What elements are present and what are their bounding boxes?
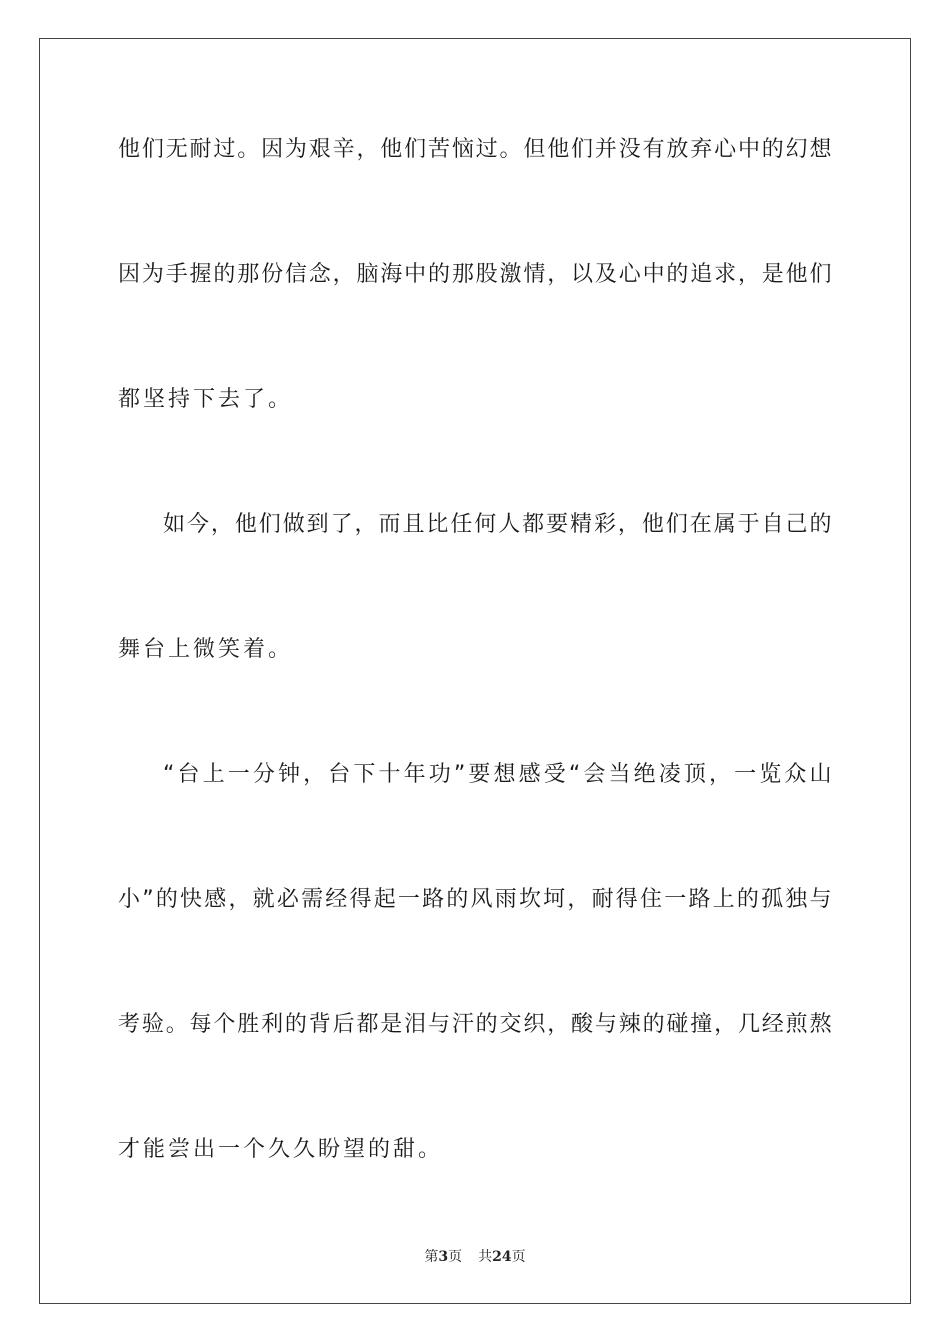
text-line-7: 小”的快感，就必需经得起一路的风雨坎坷，耐得住一路上的孤独与: [118, 887, 832, 912]
text-line-9: 才能尝出一个久久盼望的甜。: [118, 1137, 444, 1162]
page-label: 第3页: [424, 1249, 463, 1265]
page-footer: [0, 1248, 950, 1266]
total-pages-label: 共24页: [478, 1249, 526, 1265]
text-line-5: 舞台上微笑着。: [118, 637, 294, 662]
page-number: 3: [438, 1249, 449, 1265]
text-line-2: 因为手握的那份信念，脑海中的那股激情，以及心中的追求，是他们: [118, 262, 832, 287]
text-line-4: 如今，他们做到了，而且比任何人都要精彩，他们在属于自己的: [163, 512, 832, 537]
text-line-6: “台上一分钟，台下十年功”要想感受“会当绝凌顶，一览众山: [163, 762, 832, 787]
text-line-1: 他们无耐过。因为艰辛，他们苦恼过。但他们并没有放弃心中的幻想: [118, 137, 832, 162]
text-line-3: 都坚持下去了。: [118, 387, 294, 412]
total-pages: 24: [492, 1249, 512, 1265]
page-border: [39, 38, 911, 1304]
text-line-8: 考验。每个胜利的背后都是泪与汗的交织，酸与辣的碰撞，几经煎熬: [118, 1012, 832, 1037]
